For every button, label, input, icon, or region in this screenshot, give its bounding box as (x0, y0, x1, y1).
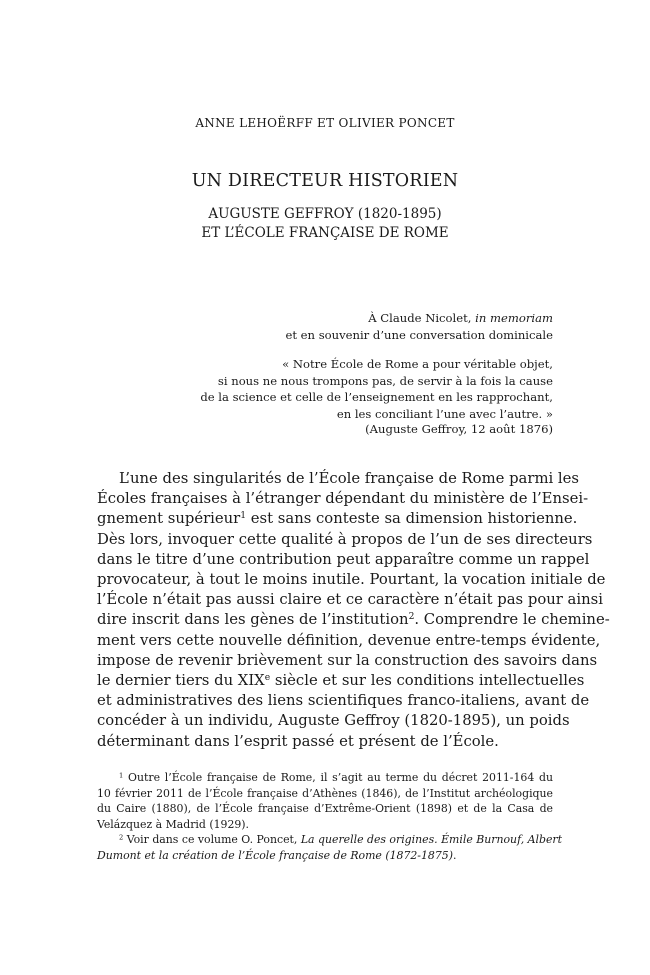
body-line: dans le titre d’une contribution peut apparaître comme un rappel (97, 550, 590, 568)
body-line: Dès lors, invoquer cette qualité à propos de l’un de ses directeurs (97, 530, 593, 548)
body-line: Écoles françaises à l’étranger dépendant du ministère de l’Ensei- (97, 490, 589, 508)
footnote-ref[interactable]: 1 (240, 510, 247, 522)
body-line: ment vers cette nouvelle définition, devenue entre-temps évidente, (97, 631, 601, 649)
footnote-line: du Caire (1880), de l’École française d’Extrême-Orient (1898) et de la Casa de (97, 802, 553, 815)
quote-attribution: (Auguste Geffroy, 12 août 1876) (365, 422, 553, 436)
body-line: L’une des singularités de l’École française de Rome parmi les (119, 470, 579, 487)
body-line: et administratives des liens scientifiques franco-italiens, avant de (97, 692, 590, 710)
dedication-italic: in memoriam (475, 311, 553, 325)
body-line: déterminant dans l’esprit passé et présent de l’École. (97, 732, 499, 750)
dedication-line: et en souvenir d’une conversation dominicale (285, 327, 553, 342)
epigraph-quote (133, 356, 553, 422)
quote-line: en les conciliant l’une avec l’autre. » (336, 406, 553, 421)
body-line: gnement supérieur$^1$ est sans conteste sa dimension historienne. (97, 510, 578, 528)
footnote-ref[interactable]: 2 (408, 611, 415, 623)
body-line: dire inscrit dans les gènes de l’institution$^2$. Comprendre le chemine- (97, 611, 610, 629)
century-superscript: e (264, 672, 271, 683)
article-subtitle (0, 205, 650, 243)
body-line: le dernier tiers du XIXe siècle et sur les conditions intellectuelles (97, 672, 585, 690)
footnote-line: $^1$ Outre l’École française de Rome, il s’agit au terme du décret 2011-164 du (119, 771, 553, 784)
footnote-number: 2 (119, 833, 124, 842)
subtitle-line: AUGUSTE GEFFROY (1820-1895) (208, 206, 442, 222)
body-line: l’École n’était pas aussi claire et ce caractère n’était pas pour ainsi (97, 591, 603, 609)
body-line: concéder à un individu, Auguste Geffroy (1820-1895), un poids (97, 712, 570, 730)
footnote-line: $^2$ Voir dans ce volume O. Poncet, La querelle des origines. Émile Burnouf, Albert (119, 833, 562, 846)
dedication-line (133, 310, 553, 327)
footnote-number: 1 (119, 771, 124, 780)
quote-line: de la science et celle de l’enseignement en les rapprochant, (200, 390, 553, 404)
dedication-prefix: À Claude Nicolet, (368, 311, 476, 325)
quote-line: si nous ne nous trompons pas, de servir à la fois la cause (217, 373, 553, 388)
author-line: ANNE LEHOËRFF ET OLIVIER PONCET (195, 116, 455, 130)
quote-line: « Notre École de Rome a pour véritable objet, (282, 357, 553, 371)
body-line: provocateur, à tout le moins inutile. Pourtant, la vocation initiale de (97, 571, 606, 589)
footnotes (97, 770, 562, 863)
footnote-line: 10 février 2011 de l’École française d’Athènes (1846), de l’Institut archéologique (97, 786, 553, 800)
footnote-line: Velázquez à Madrid (1929). (97, 817, 250, 831)
subtitle-line: ET L’ÉCOLE FRANÇAISE DE ROME (201, 225, 449, 241)
dedication (133, 310, 553, 343)
footnote-line: Dumont et la création de l’École française de Rome (1872-1875). (97, 848, 457, 862)
article-title: UN DIRECTEUR HISTORIEN (191, 171, 459, 191)
body-paragraph (97, 469, 610, 752)
body-line: impose de revenir brièvement sur la construction des savoirs dans (97, 651, 598, 669)
